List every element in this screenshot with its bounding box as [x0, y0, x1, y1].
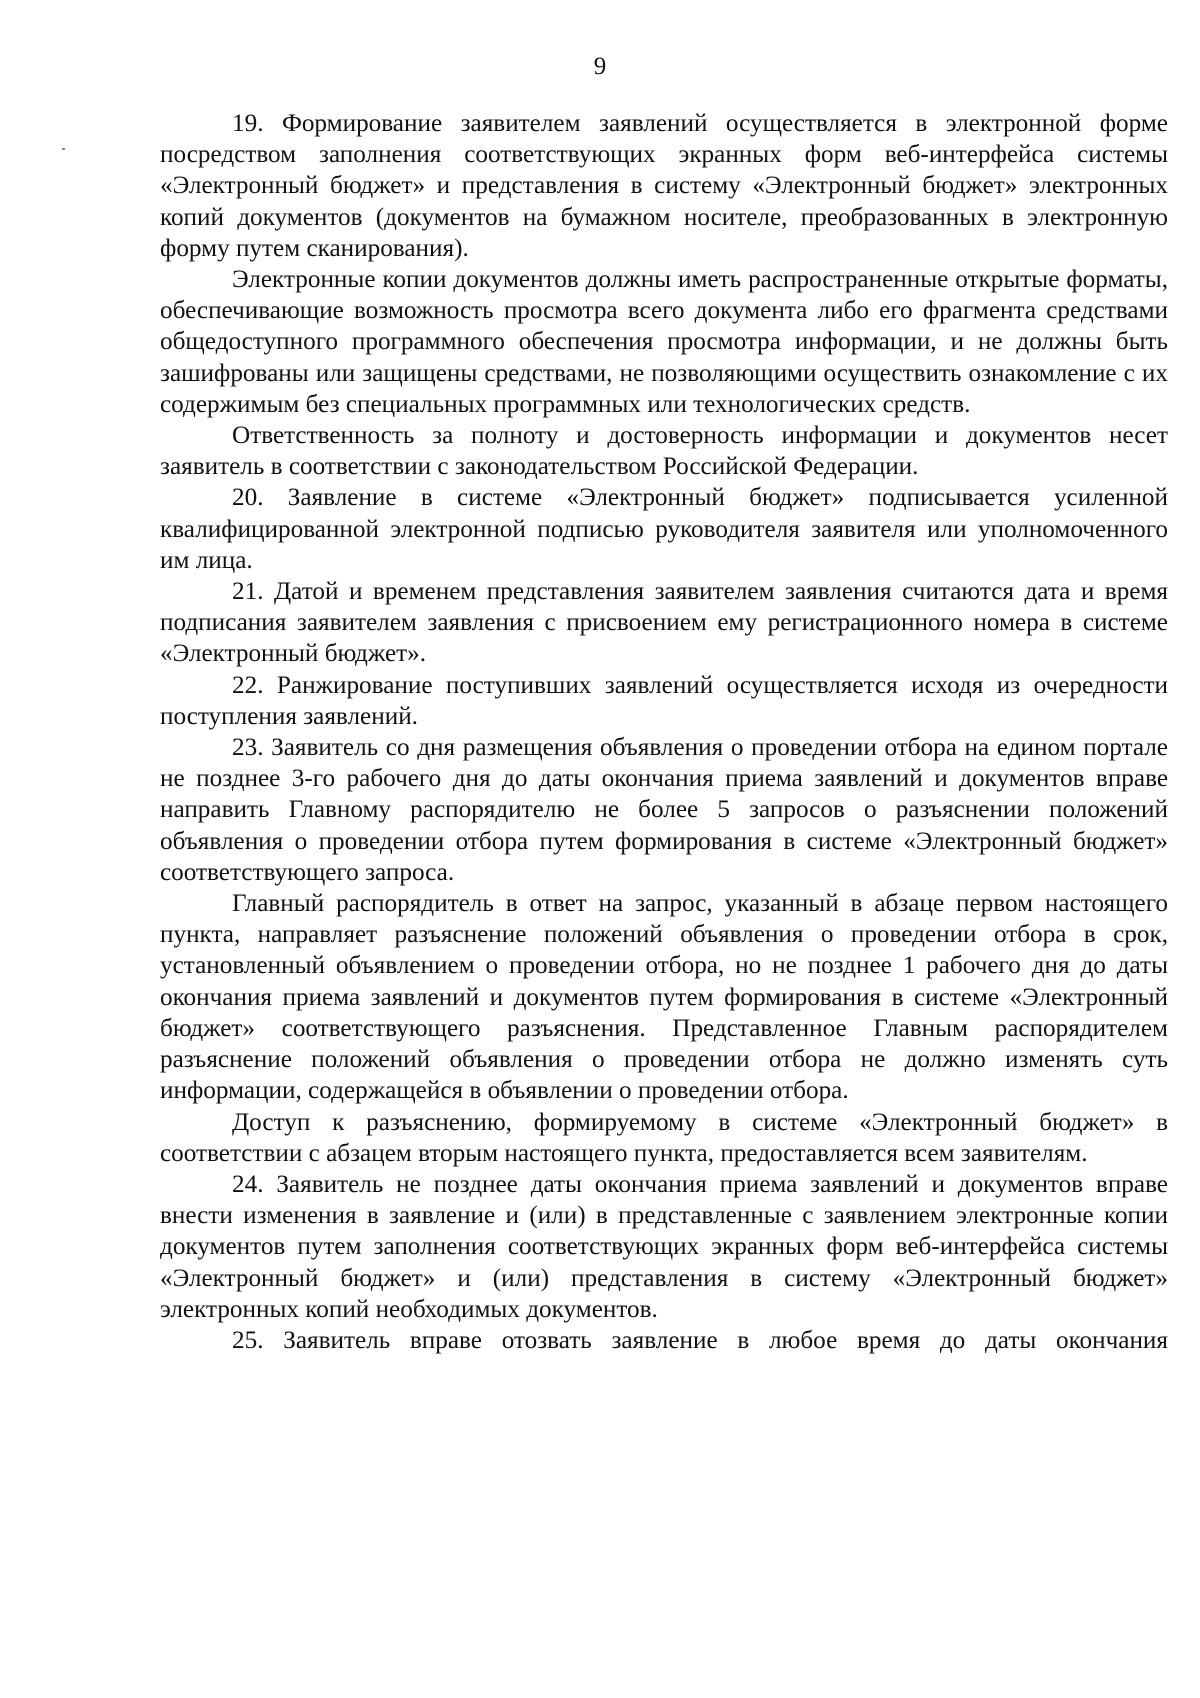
scan-artifact [62, 148, 65, 150]
paragraph-23-response: Главный распорядитель в ответ на запрос, указанный в абзаце первом настоящего пункта, направляет разъяснение положений объявления о проведении отбора в срок, установленный объявлением о проведении отбора, но не позднее 1 рабочего дня до даты окончания приема заявлений и документов путем формирования в системе «Электронный бюджет» соответствующего разъяснения. Представленное Главным распорядителем разъяснение положений объявления о проведении отбора не должно изменять суть информации, содержащейся в объявлении о проведении отбора. [160, 890, 1168, 1105]
paragraph-20: 20. Заявление в системе «Электронный бюджет» подписывается усиленной квалифицированной электронной подписью руководителя заявителя или уполномоченного им лица. [160, 484, 1168, 574]
paragraph-21: 21. Датой и временем представления заявителем заявления считаются дата и время подписания заявителем заявления с присвоением ему регистрационного номера в системе «Электронный бюджет». [160, 578, 1168, 668]
document-body [160, 108, 1168, 1356]
paragraph-22: 22. Ранжирование поступивших заявлений осуществляется исходя из очередности поступления заявлений. [160, 671, 1168, 730]
paragraph-23-access: Доступ к разъяснению, формируемому в системе «Электронный бюджет» в соответствии с абзацем вторым настоящего пункта, предоставляется всем заявителям. [160, 1108, 1168, 1167]
paragraph-19-electronic-copies: Электронные копии документов должны иметь распространенные открытые форматы, обеспечивающие возможность просмотра всего документа либо его фрагмента средствами общедоступного программного обеспечения просмотра информации, и не должны быть зашифрованы или защищены средствами, не позволяющими осуществить ознакомление с их содержимым без специальных программных или технологических средств. [160, 266, 1168, 418]
paragraph-25: 25. Заявитель вправе отозвать заявление в любое время до даты окончания [232, 1326, 1168, 1354]
paragraph-24: 24. Заявитель не позднее даты окончания приема заявлений и документов вправе внести изменения в заявление и (или) в представленные с заявлением электронные копии документов путем заполнения соответствующих экранных форм веб-интерфейса системы «Электронный бюджет» и (или) представления в систему «Электронный бюджет» электронных копий необходимых документов. [160, 1170, 1168, 1323]
paragraph-19: 19. Формирование заявителем заявлений осуществляется в электронной форме посредством заполнения соответствующих экранных форм веб-интерфейса системы «Электронный бюджет» и представления в систему «Электронный бюджет» электронных копий документов (документов на бумажном носителе, преобразованных в электронную форму путем сканирования). [160, 110, 1168, 262]
paragraph-19-responsibility: Ответственность за полноту и достоверность информации и документов несет заявитель в соответствии с законодательством Российской Федерации. [160, 422, 1168, 481]
page-number: 9 [593, 53, 607, 80]
paragraph-23: 23. Заявитель со дня размещения объявления о проведении отбора на едином портале не позднее 3-го рабочего дня до даты окончания приема заявлений и документов вправе направить Главному распорядителю не более 5 запросов о разъяснении положений объявления о проведении отбора путем формирования в системе «Электронный бюджет» соответствующего запроса. [160, 734, 1168, 886]
